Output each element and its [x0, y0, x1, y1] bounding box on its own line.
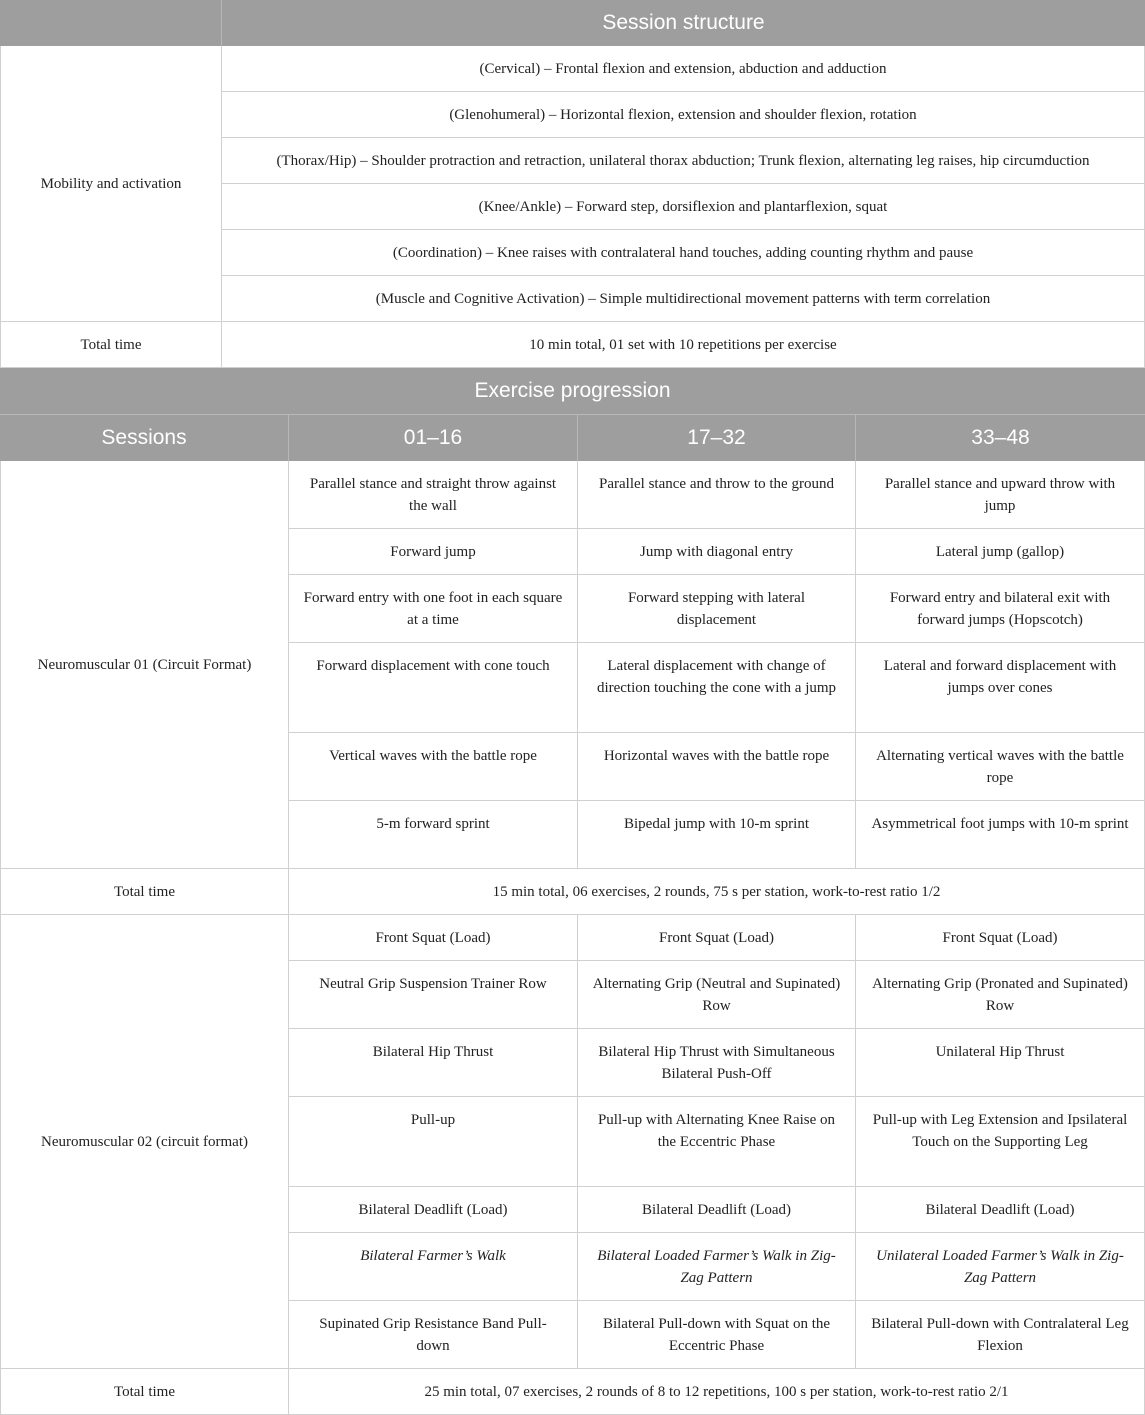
mobility-item: (Knee/Ankle) – Forward step, dorsiflexion and plantarflexion, squat [222, 184, 1145, 230]
table-row [289, 915, 1145, 961]
table-row [289, 643, 1145, 733]
table-cell: Parallel stance and straight throw against the wall [289, 461, 578, 529]
table-cell: Bilateral Hip Thrust with Simultaneous Bilateral Push-Off [578, 1029, 856, 1097]
table-row [289, 575, 1145, 643]
total-time-label: Total time [0, 322, 222, 368]
col-header-33-48: 33–48 [971, 426, 1030, 449]
nm1-label: Neuromuscular 01 (Circuit Format) [0, 461, 289, 869]
table-cell: Bilateral Loaded Farmer’s Walk in Zig-Zag Pattern [578, 1233, 856, 1301]
nm1-block [0, 461, 1145, 869]
table-cell: Lateral and forward displacement with jumps over cones [856, 643, 1145, 733]
table-cell: Parallel stance and upward throw with jump [856, 461, 1145, 529]
table-cell: Alternating vertical waves with the battle rope [856, 733, 1145, 801]
mobility-item: (Coordination) – Knee raises with contralateral hand touches, adding counting rhythm and pause [222, 230, 1145, 276]
table-cell: Bilateral Deadlift (Load) [578, 1187, 856, 1233]
progression-column-headers [0, 415, 1145, 461]
mobility-label: Mobility and activation [0, 46, 222, 322]
table-row [289, 1301, 1145, 1369]
structure-total-row [0, 322, 1145, 368]
table-row [289, 461, 1145, 529]
total-time-value: 10 min total, 01 set with 10 repetitions per exercise [222, 322, 1145, 368]
exercise-progression-title: Exercise progression [0, 368, 1145, 415]
table-cell: Horizontal waves with the battle rope [578, 733, 856, 801]
session-structure-header-row [0, 0, 1145, 46]
table-row [289, 529, 1145, 575]
table-row [289, 1097, 1145, 1187]
nm2-block [0, 915, 1145, 1369]
col-header-17-32: 17–32 [578, 415, 856, 461]
table-cell: Lateral displacement with change of direction touching the cone with a jump [578, 643, 856, 733]
table-cell: Pull-up with Leg Extension and Ipsilateral Touch on the Supporting Leg [856, 1097, 1145, 1187]
table-cell: Pull-up [289, 1097, 578, 1187]
table-row [289, 1233, 1145, 1301]
table-row [289, 801, 1145, 869]
nm1-total-row [0, 869, 1145, 915]
table-cell: Bilateral Deadlift (Load) [856, 1187, 1145, 1233]
nm2-total-row [0, 1369, 1145, 1415]
table-cell: 5-m forward sprint [289, 801, 578, 869]
nm2-label: Neuromuscular 02 (circuit format) [0, 915, 289, 1369]
table-cell: Forward stepping with lateral displacement [578, 575, 856, 643]
total-time-label: Total time [0, 1369, 289, 1415]
table-row [289, 733, 1145, 801]
table-cell: Bilateral Pull-down with Squat on the Eccentric Phase [578, 1301, 856, 1369]
table-cell: Supinated Grip Resistance Band Pull-down [289, 1301, 578, 1369]
table-cell: Bilateral Deadlift (Load) [289, 1187, 578, 1233]
mobility-item: (Thorax/Hip) – Shoulder protraction and retraction, unilateral thorax abduction; Trunk flexion, alternating leg raises, hip circumduction [222, 138, 1145, 184]
table-cell: Front Squat (Load) [856, 915, 1145, 961]
table-row [289, 961, 1145, 1029]
table-cell: Forward entry and bilateral exit with forward jumps (Hopscotch) [856, 575, 1145, 643]
table-cell: Alternating Grip (Neutral and Supinated) Row [578, 961, 856, 1029]
mobility-item: (Muscle and Cognitive Activation) – Simple multidirectional movement patterns with term correlation [222, 276, 1145, 322]
table-cell: Forward displacement with cone touch [289, 643, 578, 733]
table-cell: Front Squat (Load) [289, 915, 578, 961]
table-cell: Front Squat (Load) [578, 915, 856, 961]
table-cell: Neutral Grip Suspension Trainer Row [289, 961, 578, 1029]
table-cell: Bilateral Farmer’s Walk [289, 1233, 578, 1301]
total-time-value: 15 min total, 06 exercises, 2 rounds, 75 s per station, work-to-rest ratio 1/2 [289, 869, 1145, 915]
mobility-item: (Glenohumeral) – Horizontal flexion, extension and shoulder flexion, rotation [222, 92, 1145, 138]
mobility-block [0, 46, 1145, 322]
table-cell: Lateral jump (gallop) [856, 529, 1145, 575]
total-time-value: 25 min total, 07 exercises, 2 rounds of 8 to 12 repetitions, 100 s per station, work-to-rest ratio 2/1 [289, 1369, 1145, 1415]
table-cell: Bipedal jump with 10-m sprint [578, 801, 856, 869]
table-cell: Unilateral Hip Thrust [856, 1029, 1145, 1097]
table-cell: Bilateral Pull-down with Contralateral Leg Flexion [856, 1301, 1145, 1369]
table-cell: Jump with diagonal entry [578, 529, 856, 575]
table-cell: Asymmetrical foot jumps with 10-m sprint [856, 801, 1145, 869]
col-header-sessions: Sessions [0, 415, 289, 461]
table-cell: Forward jump [289, 529, 578, 575]
header-empty-cell [0, 0, 222, 46]
table-cell: Alternating Grip (Pronated and Supinated) Row [856, 961, 1145, 1029]
table-cell: Vertical waves with the battle rope [289, 733, 578, 801]
table-row [289, 1029, 1145, 1097]
table-cell: Forward entry with one foot in each square at a time [289, 575, 578, 643]
session-structure-title: Session structure [602, 11, 765, 34]
table-cell: Parallel stance and throw to the ground [578, 461, 856, 529]
table-cell: Pull-up with Alternating Knee Raise on the Eccentric Phase [578, 1097, 856, 1187]
table-row [289, 1187, 1145, 1233]
mobility-item: (Cervical) – Frontal flexion and extension, abduction and adduction [222, 46, 1145, 92]
col-header-01-16: 01–16 [289, 415, 578, 461]
total-time-label: Total time [0, 869, 289, 915]
table-cell: Unilateral Loaded Farmer’s Walk in Zig-Zag Pattern [856, 1233, 1145, 1301]
table-cell: Bilateral Hip Thrust [289, 1029, 578, 1097]
